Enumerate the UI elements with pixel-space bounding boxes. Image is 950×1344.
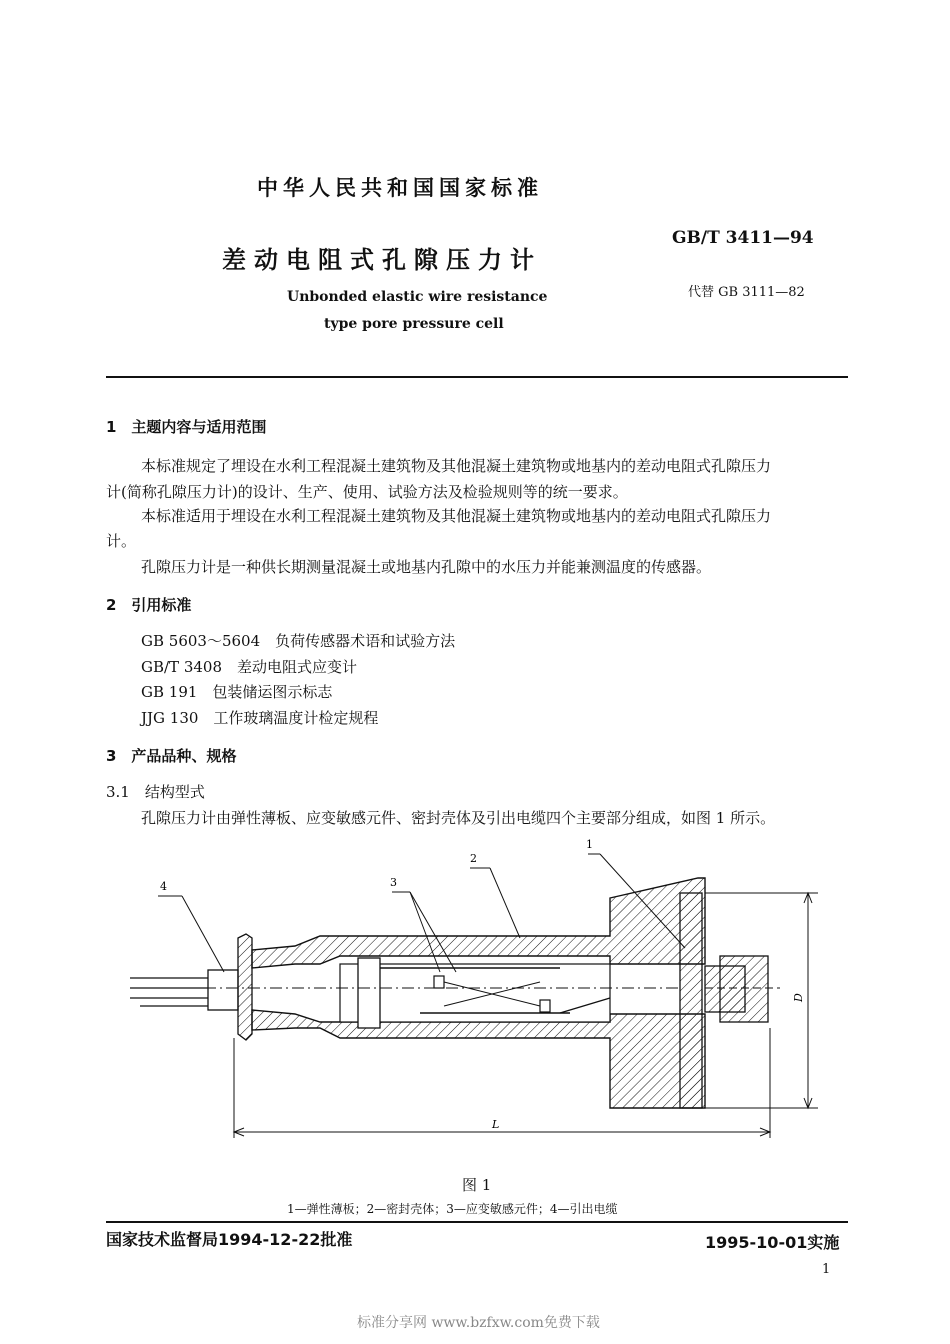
elastic-plate — [680, 893, 702, 1108]
housing-upper-wall — [252, 878, 705, 968]
figure-legend: 1—弹性薄板；2—密封壳体；3—应变敏感元件；4—引出电缆 — [287, 1202, 618, 1216]
cable-sleeve — [208, 970, 238, 1010]
section-3-1-paragraph: 孔隙压力计由弹性薄板、应变敏感元件、密封壳体及引出电缆四个主要部分组成，如图 1 所示。 — [141, 809, 776, 827]
section-1-paragraph-3: 孔隙压力计是一种供长期测量混凝土或地基内孔隙中的水压力并能兼测温度的传感器。 — [141, 558, 712, 576]
standard-number: GB/T 3411—94 — [672, 228, 814, 248]
section-1-paragraph-1-line-1: 本标准规定了埋设在水利工程混凝土建筑物及其他混凝土建筑物或地基内的差动电阻式孔隙压力 — [141, 457, 772, 475]
section-1-heading: 1 主题内容与适用范围 — [106, 418, 267, 436]
sensor-mount — [358, 958, 380, 1028]
coil-block — [540, 1000, 550, 1012]
watermark: 标准分享网 www.bzfxw.com免费下载 — [357, 1315, 600, 1331]
english-title-line1: Unbonded elastic wire resistance — [287, 289, 548, 305]
section-1-paragraph-1-line-2: 计(简称孔隙压力计)的设计、生产、使用、试验方法及检验规则等的统一要求。 — [106, 483, 628, 501]
dimension-L-label: L — [492, 1118, 500, 1131]
section-3-1-heading: 3.1 结构型式 — [106, 783, 205, 801]
national-standard-title: 中华人民共和国国家标准 — [257, 176, 543, 200]
figure-label-4: 4 — [160, 880, 167, 893]
reference-item: GB 191 包装储运图示标志 — [141, 683, 333, 701]
figure-1-drawing — [120, 838, 820, 1168]
rear-flange — [238, 934, 252, 1040]
reference-item: GB/T 3408 差动电阻式应变计 — [141, 658, 358, 676]
section-2-heading: 2 引用标准 — [106, 596, 192, 614]
reference-item: GB 5603～5604 负荷传感器术语和试验方法 — [141, 632, 456, 650]
dimension-D-label: D — [792, 993, 805, 1002]
figure-label-3: 3 — [390, 876, 397, 889]
coil-block — [434, 976, 444, 988]
section-1-paragraph-2-line-2: 计。 — [106, 532, 137, 550]
effective-date: 1995-10-01实施 — [705, 1233, 840, 1252]
reference-item: JJG 130 工作玻璃温度计检定规程 — [141, 709, 379, 727]
section-1-paragraph-2-line-1: 本标准适用于埋设在水利工程混凝土建筑物及其他混凝土建筑物或地基内的差动电阻式孔隙压力 — [141, 507, 772, 525]
housing-lower-wall — [252, 1010, 705, 1108]
figure-label-1: 1 — [586, 838, 593, 851]
end-nut — [720, 956, 768, 1022]
figure-label-2: 2 — [470, 852, 477, 865]
approval-date: 国家技术监督局1994-12-22批准 — [106, 1230, 353, 1249]
page-number: 1 — [822, 1262, 831, 1277]
footer-rule — [106, 1221, 848, 1223]
section-3-heading: 3 产品品种、规格 — [106, 747, 237, 765]
header-rule — [106, 376, 848, 378]
figure-caption: 图 1 — [462, 1176, 492, 1194]
replaces-standard: 代替 GB 3111—82 — [688, 285, 805, 300]
english-title-line2: type pore pressure cell — [324, 316, 504, 332]
document-title: 差动电阻式孔隙压力计 — [222, 246, 542, 274]
cable-lines — [130, 978, 210, 1006]
